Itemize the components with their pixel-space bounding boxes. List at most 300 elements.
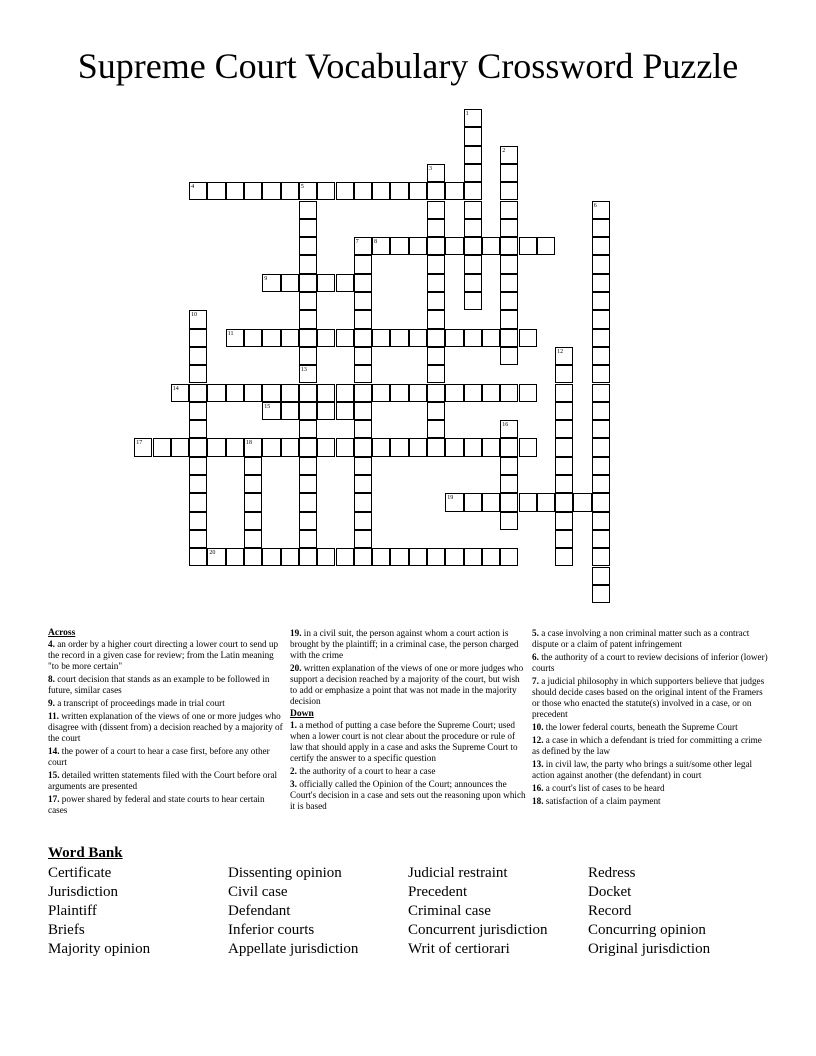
grid-cell[interactable]: [226, 182, 244, 200]
clue-number: 2: [502, 147, 506, 154]
grid-cell[interactable]: [427, 402, 445, 420]
grid-cell[interactable]: [171, 438, 189, 456]
clue-text: court decision that stands as an example to be followed in future, similar cases: [48, 674, 270, 695]
clue: [290, 720, 528, 764]
grid-cell[interactable]: [555, 420, 573, 438]
grid-cell[interactable]: [207, 548, 225, 566]
grid-cell[interactable]: [336, 384, 354, 402]
clue-number: 17.: [48, 794, 60, 804]
clue: [290, 663, 528, 707]
grid-cell[interactable]: [500, 329, 518, 347]
grid-cell[interactable]: [427, 347, 445, 365]
grid-cell[interactable]: [354, 255, 372, 273]
word-bank-column: [588, 864, 710, 959]
grid-cell[interactable]: [207, 384, 225, 402]
word-bank-item: Record: [588, 903, 632, 919]
grid-cell[interactable]: [134, 438, 152, 456]
clue-number: 16: [502, 422, 509, 429]
clue-text: officially called the Opinion of the Court; announces the Court's decision in a case and sets out the reasoning upon which it is based: [290, 779, 526, 811]
clue-number: 2.: [290, 766, 297, 776]
clue-text: written explanation of the views of one or more judges who disagree with (dissent from) a decision reached by a majority of the court: [48, 711, 283, 743]
word-bank-item: Dissenting opinion: [228, 865, 342, 881]
grid-cell[interactable]: [336, 329, 354, 347]
word-bank-item: Docket: [588, 884, 632, 900]
grid-cell[interactable]: [299, 530, 317, 548]
grid-cell[interactable]: [262, 402, 280, 420]
clue: [532, 759, 768, 781]
grid-cell[interactable]: [500, 438, 518, 456]
grid-cell[interactable]: [244, 182, 262, 200]
clue-number: 11.: [48, 711, 59, 721]
grid-cell[interactable]: [464, 127, 482, 145]
grid-cell[interactable]: [555, 512, 573, 530]
grid-cell[interactable]: [372, 329, 390, 347]
grid-cell[interactable]: [390, 182, 408, 200]
grid-cell[interactable]: [555, 530, 573, 548]
grid-cell[interactable]: [299, 420, 317, 438]
grid-cell[interactable]: [592, 493, 610, 511]
grid-cell[interactable]: [299, 548, 317, 566]
grid-cell[interactable]: [427, 201, 445, 219]
grid-cell[interactable]: [500, 255, 518, 273]
clue-number: 15.: [48, 770, 60, 780]
grid-cell[interactable]: [464, 164, 482, 182]
grid-cell[interactable]: [519, 384, 537, 402]
grid-cell[interactable]: [189, 457, 207, 475]
grid-cell[interactable]: [464, 384, 482, 402]
grid-cell[interactable]: [390, 438, 408, 456]
grid-cell[interactable]: [445, 329, 463, 347]
grid-cell[interactable]: [189, 530, 207, 548]
grid-cell[interactable]: [390, 237, 408, 255]
grid-cell[interactable]: [189, 310, 207, 328]
clue: [48, 746, 284, 768]
grid-cell[interactable]: [153, 438, 171, 456]
grid-cell[interactable]: [354, 365, 372, 383]
grid-cell[interactable]: [226, 384, 244, 402]
clue-number: 9: [264, 275, 268, 282]
grid-cell[interactable]: [445, 438, 463, 456]
grid-cell[interactable]: [592, 420, 610, 438]
clue-number: 19: [447, 495, 454, 502]
grid-cell[interactable]: [445, 384, 463, 402]
grid-cell[interactable]: [189, 329, 207, 347]
clue-text: a case in which a defendant is tried for committing a crime as defined by the law: [532, 735, 762, 756]
grid-cell[interactable]: [427, 274, 445, 292]
grid-cell[interactable]: [555, 493, 573, 511]
grid-cell[interactable]: [299, 310, 317, 328]
grid-cell[interactable]: [464, 255, 482, 273]
grid-cell[interactable]: [390, 548, 408, 566]
grid-cell[interactable]: [207, 182, 225, 200]
grid-cell[interactable]: [354, 274, 372, 292]
grid-cell[interactable]: [281, 438, 299, 456]
grid-cell[interactable]: [464, 493, 482, 511]
grid-cell[interactable]: [592, 438, 610, 456]
grid-cell[interactable]: [592, 548, 610, 566]
clue-text: in a civil suit, the person against whom a court action is brought by the plaintiff; in a criminal case, the person charged with the crime: [290, 628, 519, 660]
grid-cell[interactable]: [372, 384, 390, 402]
grid-cell[interactable]: [500, 475, 518, 493]
grid-cell[interactable]: [317, 274, 335, 292]
grid-cell[interactable]: [427, 438, 445, 456]
grid-cell[interactable]: [500, 384, 518, 402]
clue-number: 8.: [48, 674, 55, 684]
grid-cell[interactable]: [464, 109, 482, 127]
grid-cell[interactable]: [555, 438, 573, 456]
grid-cell[interactable]: [336, 402, 354, 420]
grid-cell[interactable]: [555, 365, 573, 383]
clue-text: written explanation of the views of one or more judges who support a decision reached by a majority of the court, but wish to add or emphasize a point that was not made in the majority decision: [290, 663, 524, 706]
word-bank-item: Majority opinion: [48, 941, 151, 957]
grid-cell[interactable]: [244, 530, 262, 548]
grid-cell[interactable]: [226, 329, 244, 347]
grid-cell[interactable]: [464, 146, 482, 164]
grid-cell[interactable]: [500, 274, 518, 292]
clue-number: 1.: [290, 720, 297, 730]
across-heading: Across: [48, 628, 76, 638]
clues-column-1: [48, 628, 284, 818]
clue-number: 11: [227, 330, 234, 337]
down-heading: Down: [290, 709, 314, 719]
grid-cell[interactable]: [354, 420, 372, 438]
grid-cell[interactable]: [573, 493, 591, 511]
grid-cell[interactable]: [500, 310, 518, 328]
grid-cell[interactable]: [262, 329, 280, 347]
grid-cell[interactable]: [299, 402, 317, 420]
grid-cell[interactable]: [354, 329, 372, 347]
clue: [532, 676, 768, 720]
clue-number: 14: [172, 385, 179, 392]
grid-cell[interactable]: [427, 182, 445, 200]
grid-cell[interactable]: [189, 402, 207, 420]
grid-cell[interactable]: [592, 402, 610, 420]
grid-cell[interactable]: [354, 512, 372, 530]
clue: [290, 779, 528, 812]
grid-cell[interactable]: [189, 365, 207, 383]
grid-cell[interactable]: [354, 493, 372, 511]
grid-cell[interactable]: [299, 182, 317, 200]
grid-cell[interactable]: [592, 347, 610, 365]
grid-cell[interactable]: [555, 475, 573, 493]
grid-cell[interactable]: [299, 493, 317, 511]
grid-cell[interactable]: [189, 475, 207, 493]
clue-number: 19.: [290, 628, 302, 638]
clue-text: a method of putting a case before the Supreme Court; used when a lower court is not clear about the procedure or rule of law that should apply in a case and asks the Supreme Court to certify the answer to a specific question: [290, 720, 518, 763]
grid-cell[interactable]: [592, 274, 610, 292]
grid-cell[interactable]: [317, 329, 335, 347]
clue: [532, 628, 768, 650]
grid-cell[interactable]: [500, 512, 518, 530]
grid-cell[interactable]: [464, 201, 482, 219]
grid-cell[interactable]: [317, 438, 335, 456]
grid-cell[interactable]: [427, 420, 445, 438]
grid-cell[interactable]: [500, 493, 518, 511]
grid-cell[interactable]: [281, 329, 299, 347]
grid-cell[interactable]: [354, 457, 372, 475]
grid-cell[interactable]: [317, 182, 335, 200]
grid-cell[interactable]: [482, 329, 500, 347]
grid-cell[interactable]: [372, 438, 390, 456]
grid-cell[interactable]: [354, 292, 372, 310]
grid-cell[interactable]: [299, 438, 317, 456]
grid-cell[interactable]: [354, 548, 372, 566]
grid-cell[interactable]: [354, 384, 372, 402]
grid-cell[interactable]: [445, 182, 463, 200]
grid-cell[interactable]: [354, 237, 372, 255]
grid-cell[interactable]: [336, 438, 354, 456]
grid-cell[interactable]: [427, 548, 445, 566]
grid-cell[interactable]: [372, 237, 390, 255]
clue-number: 18.: [532, 796, 544, 806]
grid-cell[interactable]: [519, 493, 537, 511]
grid-cell[interactable]: [207, 438, 225, 456]
clue-number: 9.: [48, 698, 55, 708]
grid-cell[interactable]: [427, 365, 445, 383]
grid-cell[interactable]: [299, 219, 317, 237]
grid-cell[interactable]: [299, 457, 317, 475]
grid-cell[interactable]: [427, 237, 445, 255]
grid-cell[interactable]: [281, 182, 299, 200]
grid-cell[interactable]: [299, 237, 317, 255]
grid-cell[interactable]: [299, 365, 317, 383]
word-bank-item: Concurring opinion: [588, 922, 706, 938]
grid-cell[interactable]: [464, 219, 482, 237]
grid-cell[interactable]: [592, 201, 610, 219]
grid-cell[interactable]: [262, 438, 280, 456]
clue-number: 7: [355, 239, 359, 246]
grid-cell[interactable]: [555, 384, 573, 402]
grid-cell[interactable]: [244, 512, 262, 530]
grid-cell[interactable]: [244, 457, 262, 475]
grid-cell[interactable]: [427, 292, 445, 310]
grid-cell[interactable]: [427, 310, 445, 328]
grid-cell[interactable]: [189, 438, 207, 456]
grid-cell[interactable]: [372, 548, 390, 566]
grid-cell[interactable]: [299, 512, 317, 530]
grid-cell[interactable]: [409, 182, 427, 200]
grid-cell[interactable]: [555, 548, 573, 566]
grid-cell[interactable]: [244, 384, 262, 402]
grid-cell[interactable]: [555, 347, 573, 365]
grid-cell[interactable]: [592, 219, 610, 237]
grid-cell[interactable]: [317, 548, 335, 566]
grid-cell[interactable]: [281, 548, 299, 566]
grid-cell[interactable]: [354, 310, 372, 328]
grid-cell[interactable]: [189, 512, 207, 530]
grid-cell[interactable]: [592, 384, 610, 402]
grid-cell[interactable]: [281, 402, 299, 420]
clue-text: a court's list of cases to be heard: [543, 783, 665, 793]
grid-cell[interactable]: [592, 530, 610, 548]
grid-cell[interactable]: [592, 237, 610, 255]
grid-cell[interactable]: [299, 292, 317, 310]
grid-cell[interactable]: [482, 548, 500, 566]
grid-cell[interactable]: [445, 493, 463, 511]
grid-cell[interactable]: [171, 384, 189, 402]
grid-cell[interactable]: [592, 475, 610, 493]
grid-cell[interactable]: [317, 384, 335, 402]
grid-cell[interactable]: [592, 512, 610, 530]
clue-number: 12.: [532, 735, 544, 745]
grid-cell[interactable]: [464, 329, 482, 347]
grid-cell[interactable]: [500, 164, 518, 182]
grid-cell[interactable]: [262, 182, 280, 200]
clue: [48, 674, 284, 696]
grid-cell[interactable]: [409, 548, 427, 566]
word-bank-item: Plaintiff: [48, 903, 97, 919]
word-bank-item: Original jurisdiction: [588, 941, 711, 957]
grid-cell[interactable]: [189, 548, 207, 566]
grid-cell[interactable]: [427, 255, 445, 273]
word-bank-item: Precedent: [408, 884, 468, 900]
grid-cell[interactable]: [299, 329, 317, 347]
grid-cell[interactable]: [244, 548, 262, 566]
grid-cell[interactable]: [519, 237, 537, 255]
grid-cell[interactable]: [464, 182, 482, 200]
grid-cell[interactable]: [464, 438, 482, 456]
grid-cell[interactable]: [592, 457, 610, 475]
clue-number: 16.: [532, 783, 544, 793]
grid-cell[interactable]: [537, 493, 555, 511]
grid-cell[interactable]: [592, 567, 610, 585]
grid-cell[interactable]: [500, 457, 518, 475]
grid-cell[interactable]: [464, 548, 482, 566]
grid-cell[interactable]: [445, 237, 463, 255]
grid-cell[interactable]: [500, 201, 518, 219]
word-bank-item: Judicial restraint: [408, 865, 508, 881]
grid-cell[interactable]: [555, 402, 573, 420]
grid-cell[interactable]: [262, 384, 280, 402]
word-bank-item: Briefs: [48, 922, 85, 938]
grid-cell[interactable]: [281, 274, 299, 292]
grid-cell[interactable]: [189, 347, 207, 365]
grid-cell[interactable]: [390, 329, 408, 347]
grid-cell[interactable]: [409, 329, 427, 347]
grid-cell[interactable]: [189, 420, 207, 438]
grid-cell[interactable]: [336, 182, 354, 200]
grid-cell[interactable]: [226, 438, 244, 456]
grid-cell[interactable]: [299, 201, 317, 219]
grid-cell[interactable]: [482, 237, 500, 255]
grid-cell[interactable]: [317, 402, 335, 420]
grid-cell[interactable]: [427, 219, 445, 237]
grid-cell[interactable]: [445, 548, 463, 566]
clues-column-2: [290, 628, 528, 814]
clue: [48, 711, 284, 744]
grid-cell[interactable]: [464, 292, 482, 310]
grid-cell[interactable]: [336, 548, 354, 566]
grid-cell[interactable]: [427, 329, 445, 347]
grid-cell[interactable]: [500, 237, 518, 255]
grid-cell[interactable]: [482, 493, 500, 511]
grid-cell[interactable]: [592, 310, 610, 328]
clue-number: 18: [246, 440, 252, 447]
grid-cell[interactable]: [354, 530, 372, 548]
grid-cell[interactable]: [244, 493, 262, 511]
clue: [290, 628, 528, 661]
grid-cell[interactable]: [519, 438, 537, 456]
grid-cell[interactable]: [482, 384, 500, 402]
word-bank-column: [408, 864, 548, 959]
grid-cell[interactable]: [354, 347, 372, 365]
grid-cell[interactable]: [500, 347, 518, 365]
grid-cell[interactable]: [464, 274, 482, 292]
word-bank-item: Certificate: [48, 865, 112, 881]
grid-cell[interactable]: [592, 292, 610, 310]
grid-cell[interactable]: [592, 255, 610, 273]
grid-cell[interactable]: [299, 255, 317, 273]
grid-cell[interactable]: [519, 329, 537, 347]
clue-number: 12: [557, 348, 564, 355]
clue-number: 13: [300, 367, 307, 374]
grid-cell[interactable]: [427, 384, 445, 402]
grid-cell[interactable]: [592, 329, 610, 347]
grid-cell[interactable]: [262, 548, 280, 566]
word-bank-item: Defendant: [228, 903, 291, 919]
clue-number: 5: [300, 184, 304, 191]
grid-cell[interactable]: [500, 420, 518, 438]
grid-cell[interactable]: [409, 384, 427, 402]
grid-cell[interactable]: [555, 457, 573, 475]
grid-cell[interactable]: [409, 237, 427, 255]
grid-cell[interactable]: [244, 329, 262, 347]
grid-cell[interactable]: [390, 384, 408, 402]
word-bank-item: Criminal case: [408, 903, 491, 919]
clue: [532, 783, 768, 794]
grid-cell[interactable]: [262, 274, 280, 292]
grid-cell[interactable]: [189, 182, 207, 200]
grid-cell[interactable]: [354, 438, 372, 456]
clue: [48, 794, 284, 816]
grid-cell[interactable]: [372, 182, 390, 200]
grid-cell[interactable]: [354, 475, 372, 493]
grid-cell[interactable]: [482, 438, 500, 456]
grid-cell[interactable]: [244, 438, 262, 456]
grid-cell[interactable]: [244, 475, 262, 493]
word-bank-item: Civil case: [228, 884, 288, 900]
grid-cell[interactable]: [592, 365, 610, 383]
clue-number: 4: [191, 184, 195, 191]
grid-cell[interactable]: [427, 164, 445, 182]
grid-cell[interactable]: [409, 438, 427, 456]
word-bank-title: Word Bank: [48, 845, 123, 861]
clue: [532, 652, 768, 674]
grid-cell[interactable]: [299, 475, 317, 493]
grid-cell[interactable]: [281, 384, 299, 402]
clue-text: the authority of a court to review decisions of inferior (lower) courts: [532, 652, 768, 673]
grid-cell[interactable]: [336, 274, 354, 292]
grid-cell[interactable]: [500, 292, 518, 310]
grid-cell[interactable]: [299, 384, 317, 402]
grid-cell[interactable]: [500, 219, 518, 237]
grid-cell[interactable]: [354, 182, 372, 200]
grid-cell[interactable]: [354, 402, 372, 420]
grid-cell[interactable]: [299, 347, 317, 365]
clue-number: 13.: [532, 759, 544, 769]
grid-cell[interactable]: [537, 237, 555, 255]
grid-cell[interactable]: [189, 384, 207, 402]
grid-cell[interactable]: [500, 548, 518, 566]
grid-cell[interactable]: [464, 237, 482, 255]
clue-number: 10.: [532, 722, 544, 732]
grid-cell[interactable]: [500, 146, 518, 164]
grid-cell[interactable]: [189, 493, 207, 511]
grid-cell[interactable]: [592, 585, 610, 603]
grid-cell[interactable]: [299, 274, 317, 292]
grid-cell[interactable]: [500, 182, 518, 200]
grid-cell[interactable]: [226, 548, 244, 566]
